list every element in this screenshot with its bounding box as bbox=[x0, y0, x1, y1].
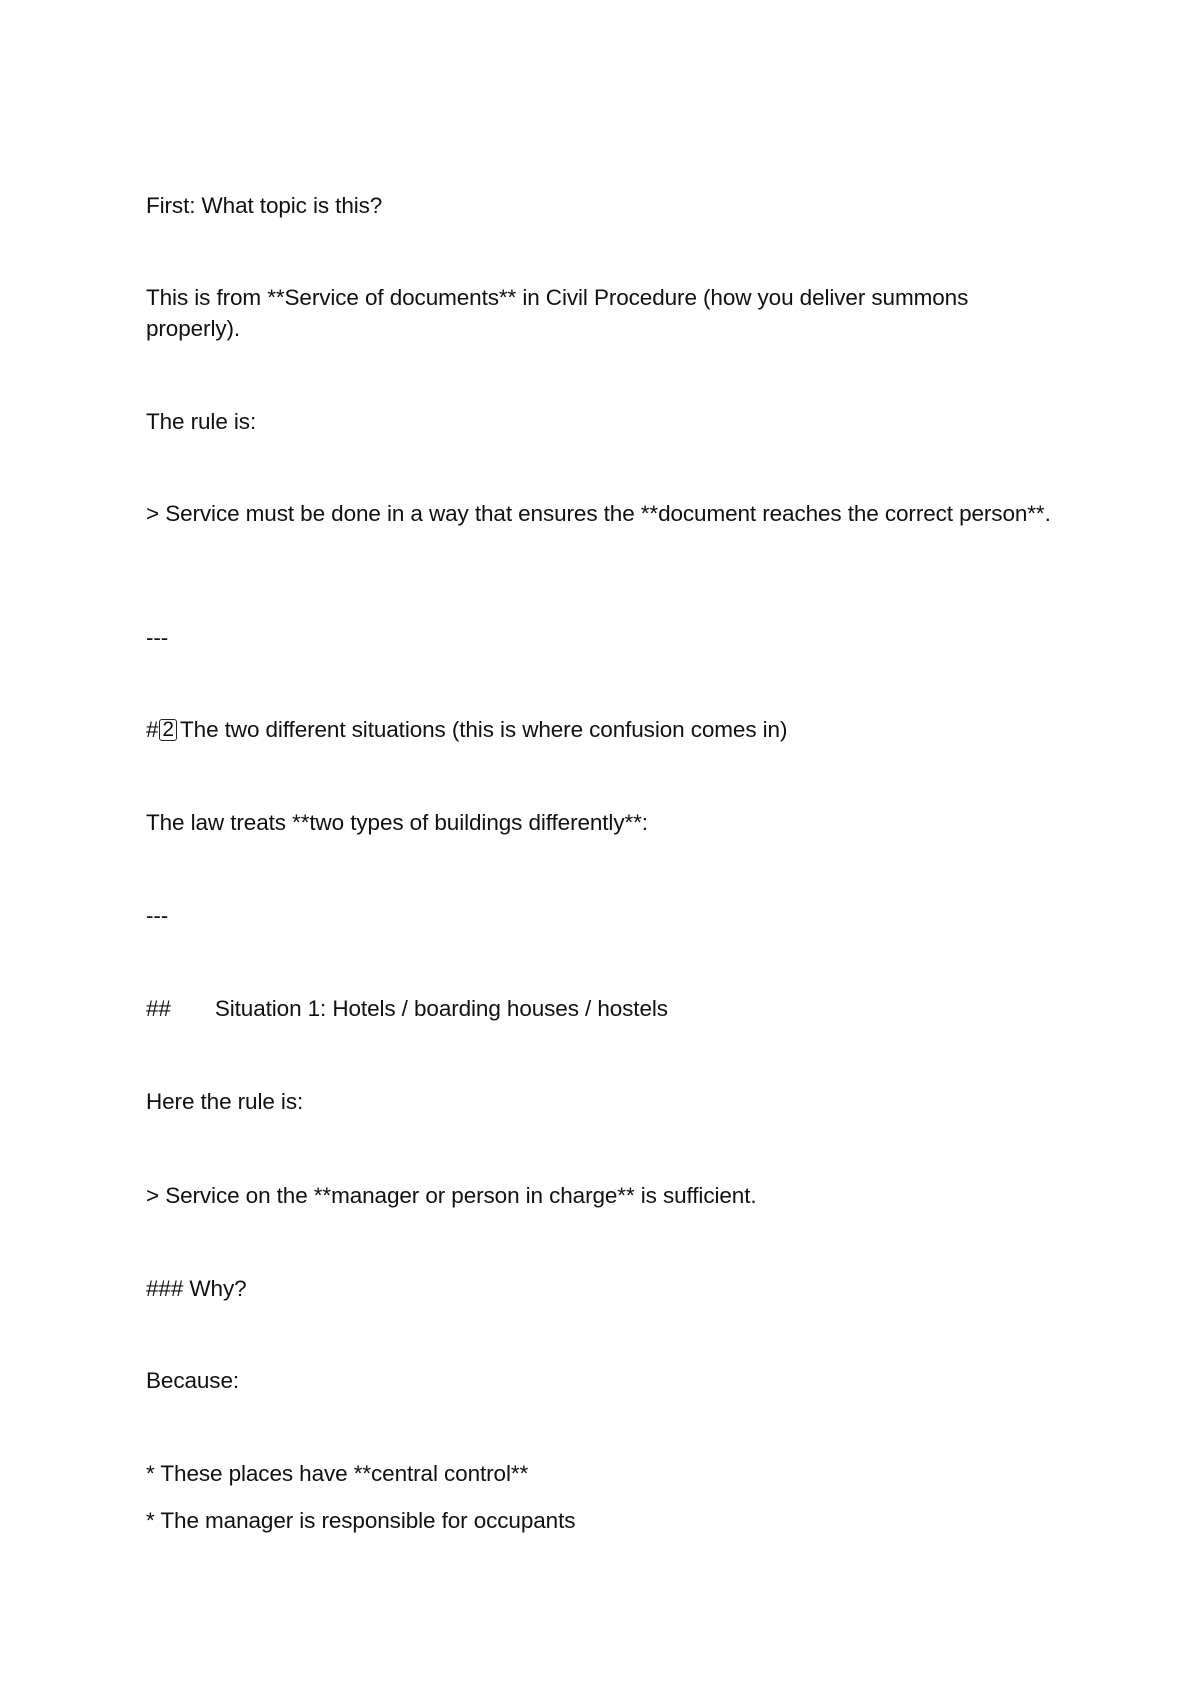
keycap-2-icon: 2 bbox=[159, 719, 177, 741]
law-paragraph: The law treats **two types of buildings differently**: bbox=[146, 810, 648, 835]
because-label: Because: bbox=[146, 1368, 240, 1393]
bullet-item: * These places have **central control** bbox=[146, 1461, 529, 1486]
heading-hashes: ## bbox=[146, 996, 171, 1021]
section-heading-2 bbox=[146, 714, 1066, 745]
horizontal-rule-marker-1: --- bbox=[146, 625, 169, 650]
situation-1-title: Situation 1: Hotels / boarding houses / hostels bbox=[214, 996, 668, 1021]
horizontal-rule-marker-2: --- bbox=[146, 903, 169, 928]
heading-text: The two different situations (this is where confusion comes in) bbox=[180, 717, 788, 742]
why-heading: ### Why? bbox=[146, 1276, 247, 1301]
intro-paragraph: This is from **Service of documents** in Civil Procedure (how you deliver summons properly). bbox=[146, 285, 975, 341]
rule-quote: > Service must be done in a way that ensures the **document reaches the correct person**. bbox=[146, 501, 1051, 526]
heading-hash: # bbox=[146, 717, 159, 742]
here-rule-label: Here the rule is: bbox=[146, 1089, 304, 1114]
situation-1-quote: > Service on the **manager or person in charge** is sufficient. bbox=[146, 1183, 757, 1208]
question-line: First: What topic is this? bbox=[146, 193, 383, 218]
bullet-item: * The manager is responsible for occupants bbox=[146, 1508, 576, 1533]
rule-label: The rule is: bbox=[146, 409, 257, 434]
situation-1-heading bbox=[146, 993, 1066, 1024]
